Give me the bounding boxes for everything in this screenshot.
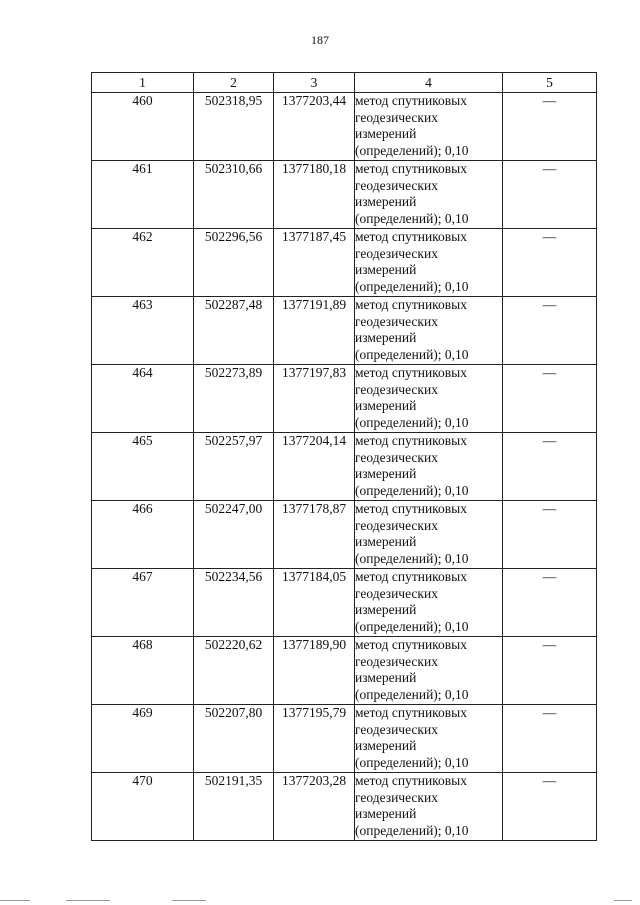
x-coordinate-cell: 502287,48 — [194, 297, 274, 365]
y-coordinate-cell: 1377189,90 — [274, 637, 355, 705]
method-accuracy-cell: метод спутниковых геодезических измерений (определений); 0,10 — [355, 161, 503, 229]
column-header-5: 5 — [503, 73, 597, 93]
x-coordinate-cell: 502296,56 — [194, 229, 274, 297]
point-number-cell: 462 — [92, 229, 194, 297]
point-number-cell: 469 — [92, 705, 194, 773]
method-accuracy-cell: метод спутниковых геодезических измерений (определений); 0,10 — [355, 433, 503, 501]
table-row — [92, 93, 597, 161]
point-number-cell: 470 — [92, 773, 194, 841]
scan-artifact-marks — [0, 898, 640, 905]
note-cell: — — [503, 637, 597, 705]
method-accuracy-cell: метод спутниковых геодезических измерений (определений); 0,10 — [355, 501, 503, 569]
table-row — [92, 161, 597, 229]
table-row — [92, 705, 597, 773]
method-accuracy-cell: метод спутниковых геодезических измерений (определений); 0,10 — [355, 637, 503, 705]
x-coordinate-cell: 502220,62 — [194, 637, 274, 705]
table-row — [92, 433, 597, 501]
x-coordinate-cell: 502247,00 — [194, 501, 274, 569]
page-number: 187 — [311, 33, 329, 47]
y-coordinate-cell: 1377197,83 — [274, 365, 355, 433]
table-body — [92, 93, 597, 841]
y-coordinate-cell: 1377203,44 — [274, 93, 355, 161]
x-coordinate-cell: 502318,95 — [194, 93, 274, 161]
point-number-cell: 468 — [92, 637, 194, 705]
note-cell: — — [503, 705, 597, 773]
table-row — [92, 297, 597, 365]
table-header — [92, 73, 597, 93]
table-row — [92, 569, 597, 637]
y-coordinate-cell: 1377180,18 — [274, 161, 355, 229]
note-cell: — — [503, 501, 597, 569]
table-row — [92, 637, 597, 705]
x-coordinate-cell: 502234,56 — [194, 569, 274, 637]
table-row — [92, 501, 597, 569]
method-accuracy-cell: метод спутниковых геодезических измерений (определений); 0,10 — [355, 569, 503, 637]
method-accuracy-cell: метод спутниковых геодезических измерений (определений); 0,10 — [355, 229, 503, 297]
note-cell: — — [503, 93, 597, 161]
y-coordinate-cell: 1377195,79 — [274, 705, 355, 773]
method-accuracy-cell: метод спутниковых геодезических измерений (определений); 0,10 — [355, 365, 503, 433]
point-number-cell: 461 — [92, 161, 194, 229]
point-number-cell: 465 — [92, 433, 194, 501]
method-accuracy-cell: метод спутниковых геодезических измерений (определений); 0,10 — [355, 705, 503, 773]
column-header-4: 4 — [355, 73, 503, 93]
method-accuracy-cell: метод спутниковых геодезических измерений (определений); 0,10 — [355, 773, 503, 841]
x-coordinate-cell: 502257,97 — [194, 433, 274, 501]
table-header-row — [92, 73, 597, 93]
note-cell: — — [503, 161, 597, 229]
y-coordinate-cell: 1377204,14 — [274, 433, 355, 501]
point-number-cell: 466 — [92, 501, 194, 569]
point-number-cell: 467 — [92, 569, 194, 637]
y-coordinate-cell: 1377184,05 — [274, 569, 355, 637]
note-cell: — — [503, 365, 597, 433]
note-cell: — — [503, 569, 597, 637]
y-coordinate-cell: 1377178,87 — [274, 501, 355, 569]
method-accuracy-cell: метод спутниковых геодезических измерений (определений); 0,10 — [355, 297, 503, 365]
y-coordinate-cell: 1377187,45 — [274, 229, 355, 297]
x-coordinate-cell: 502310,66 — [194, 161, 274, 229]
table-row — [92, 229, 597, 297]
table-row — [92, 773, 597, 841]
table-row — [92, 365, 597, 433]
y-coordinate-cell: 1377203,28 — [274, 773, 355, 841]
note-cell: — — [503, 773, 597, 841]
x-coordinate-cell: 502191,35 — [194, 773, 274, 841]
column-header-3: 3 — [274, 73, 355, 93]
note-cell: — — [503, 229, 597, 297]
point-number-cell: 460 — [92, 93, 194, 161]
note-cell: — — [503, 433, 597, 501]
column-header-1: 1 — [92, 73, 194, 93]
x-coordinate-cell: 502207,80 — [194, 705, 274, 773]
point-number-cell: 463 — [92, 297, 194, 365]
coordinates-table — [91, 72, 597, 841]
x-coordinate-cell: 502273,89 — [194, 365, 274, 433]
note-cell: — — [503, 297, 597, 365]
method-accuracy-cell: метод спутниковых геодезических измерений (определений); 0,10 — [355, 93, 503, 161]
column-header-2: 2 — [194, 73, 274, 93]
point-number-cell: 464 — [92, 365, 194, 433]
y-coordinate-cell: 1377191,89 — [274, 297, 355, 365]
